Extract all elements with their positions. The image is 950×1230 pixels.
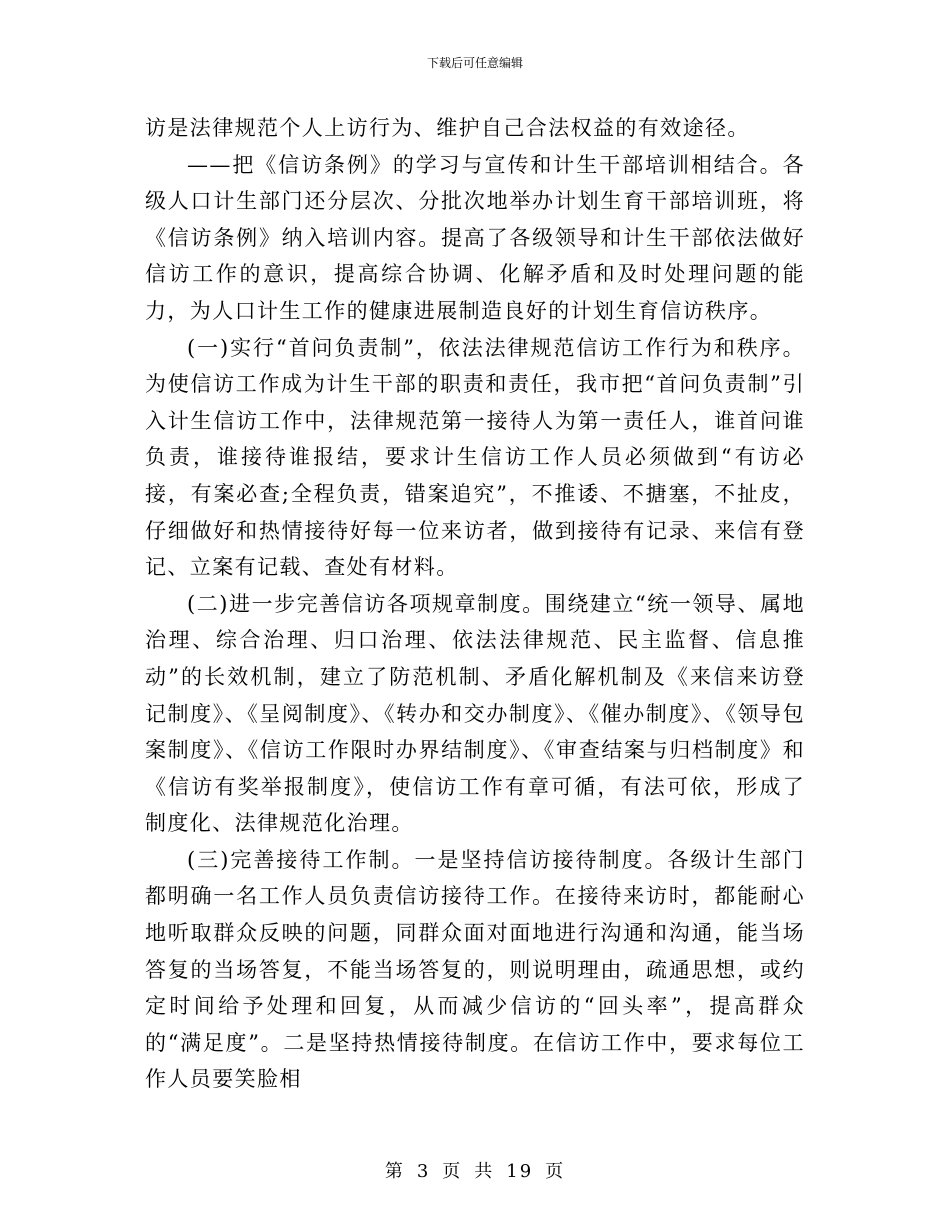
footer-label-page-unit: 页 xyxy=(442,1161,463,1182)
footer-label-total: 共 xyxy=(474,1161,495,1182)
paragraph-2: (一)实行“首问负责制”，依法法律规范信访工作行为和秩序。为使信访工作成为计生干部的职责和责任，我市把“首问负责制”引入计生信访工作中，法律规范第一接待人为第一责任人，谁首问谁负责，谁接待谁报结，要求计生信访工作人员必须做到“有访必接，有案必查;全程负责，错案追究”，不推诿、不搪塞，不扯皮，仔细做好和热情接待好每一位来访者，做到接待有记录、来信有登记、立案有记载、查处有材料。 xyxy=(145,335,805,580)
footer-current-page: 3 xyxy=(416,1161,431,1182)
paragraph-4: (三)完善接待工作制。一是坚持信访接待制度。各级计生部门都明确一名工作人员负责信访接待工作。在接待来访时，都能耐心地听取群众反映的问题，同群众面对面地进行沟通和沟通，能当场答复的当场答复，不能当场答复的，则说明理由，疏通思想，或约定时间给予处理和回复，从而减少信访的“回头率”，提高群众的“满足度”。二是坚持热情接待制度。在信访工作中，要求每位工作人员要笑脸相 xyxy=(145,847,805,1092)
page-header-note: 下载后可任意编辑 xyxy=(426,56,523,70)
footer-label-total-unit: 页 xyxy=(545,1161,566,1182)
page-footer xyxy=(0,1157,950,1183)
paragraph-3: (二)进一步完善信访各项规章制度。围绕建立“统一领导、属地治理、综合治理、归口治理、依法法律规范、民主监督、信息推动”的长效机制，建立了防范机制、矛盾化解机制及《来信来访登记制度》、《呈阅制度》、《转办和交办制度》、《催办制度》、《领导包案制度》、《信访工作限时办界结制度》、《审查结案与归档制度》和《信访有奖举报制度》，使信访工作有章可循，有法可依，形成了制度化、法律规范化治理。 xyxy=(145,591,805,836)
paragraph-1: ——把《信访条例》的学习与宣传和计生干部培训相结合。各级人口计生部门还分层次、分批次地举办计划生育干部培训班，将《信访条例》纳入培训内容。提高了各级领导和计生干部依法做好信访工作的意识，提高综合协调、化解矛盾和及时处理问题的能力，为人口计生工作的健康进展制造良好的计划生育信访秩序。 xyxy=(145,152,805,323)
document-body xyxy=(145,110,805,1098)
paragraph-0: 访是法律规范个人上访行为、维护自己合法权益的有效途径。 xyxy=(145,116,750,140)
footer-label-page: 第 xyxy=(384,1161,405,1182)
footer-total-pages: 19 xyxy=(506,1161,534,1182)
